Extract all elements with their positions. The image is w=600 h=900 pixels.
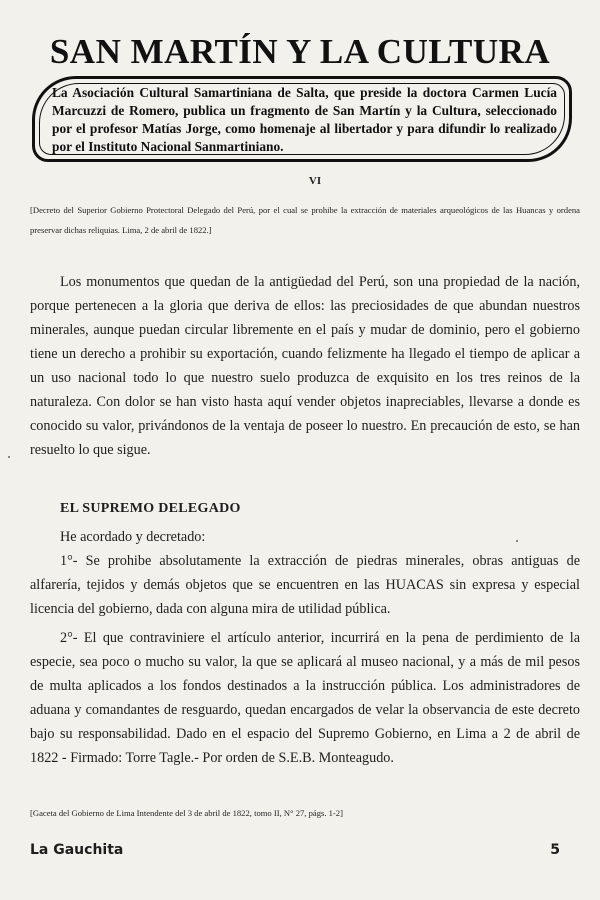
publication-name: La Gauchita (30, 842, 124, 858)
gazette-citation: [Gaceta del Gobierno de Lima Intendente del 3 de abril de 1822, tomo II, N° 27, págs. 1-2] (30, 808, 343, 818)
decree-note: [Decreto del Superior Gobierno Protectoral Delegado del Perú, por el cual se prohibe la extracción de materiales arqueológicos de las Huancas y ordena preservar dichas reliquias. Lima, 2 de abril de 1822.] (30, 205, 580, 235)
article-1: 1°- Se prohibe absolutamente la extracción de piedras minerales, obras antiguas de alfarería, tejidos y demás objetos que se encuentren en las HUACAS sin expresa y especial licencia del gobierno, dada con alguna mira de utilidad pública. (30, 553, 580, 617)
decreed-line: He acordado y decretado: (60, 529, 206, 545)
print-speck (8, 456, 10, 458)
intro-paragraph: La Asociación Cultural Samartiniana de Salta, que preside la doctora Carmen Lucía Marcuzzi de Romero, publica un fragmento de San Martín y la Cultura, seleccionado por el profesor Matías Jorge, como homenaje al libertador y para difundir lo realizado por el Instituto Nacional Sanmartiniano. (52, 85, 557, 154)
article-title: SAN MARTÍN Y LA CULTURA (49, 32, 551, 71)
body-paragraph-1: Los monumentos que quedan de la antigüedad del Perú, son una propiedad de la nación, porque pertenecen a la gloria que deriva de ellos: las preciosidades de que abundan nuestros minerales, aunque puedan circular libremente en el país y mudar de dominio, pero el gobierno tiene un derecho a prohibir su exportación, cuando felizmente ha llegado el tiempo de aplicar a un uso nacional todo lo que nuestro suelo produzca de exquisito en los tres reinos de la naturaleza. Con dolor se han visto hasta aquí vender objetos inapreciables, llevarse a donde es conocido su valor, privándonos de la ventaja de poseer lo nuestro. En precaución de esto, se han resuelto lo que sigue. (30, 274, 580, 458)
article-2: 2°- El que contraviniere el artículo anterior, incurrirá en la pena de perdimiento de la especie, sea poco o mucho su valor, la que se aplicará al museo nacional, y a más de mil pesos de multa aplicados a los fondos destinados a la instrucción pública. Los administradores de aduana y comandantes de resguardo, quedan encargados de velar la observancia de este decreto bajo su responsabilidad. Dado en el espacio del Supremo Gobierno, en Lima a 2 de abril de 1822 - Firmado: Torre Tagle.- Por orden de S.E.B. Monteagudo. (30, 630, 580, 766)
section-heading: EL SUPREMO DELEGADO (60, 501, 241, 516)
print-speck (516, 540, 518, 542)
section-number: VI (308, 175, 322, 187)
page-number: 5 (550, 842, 560, 858)
